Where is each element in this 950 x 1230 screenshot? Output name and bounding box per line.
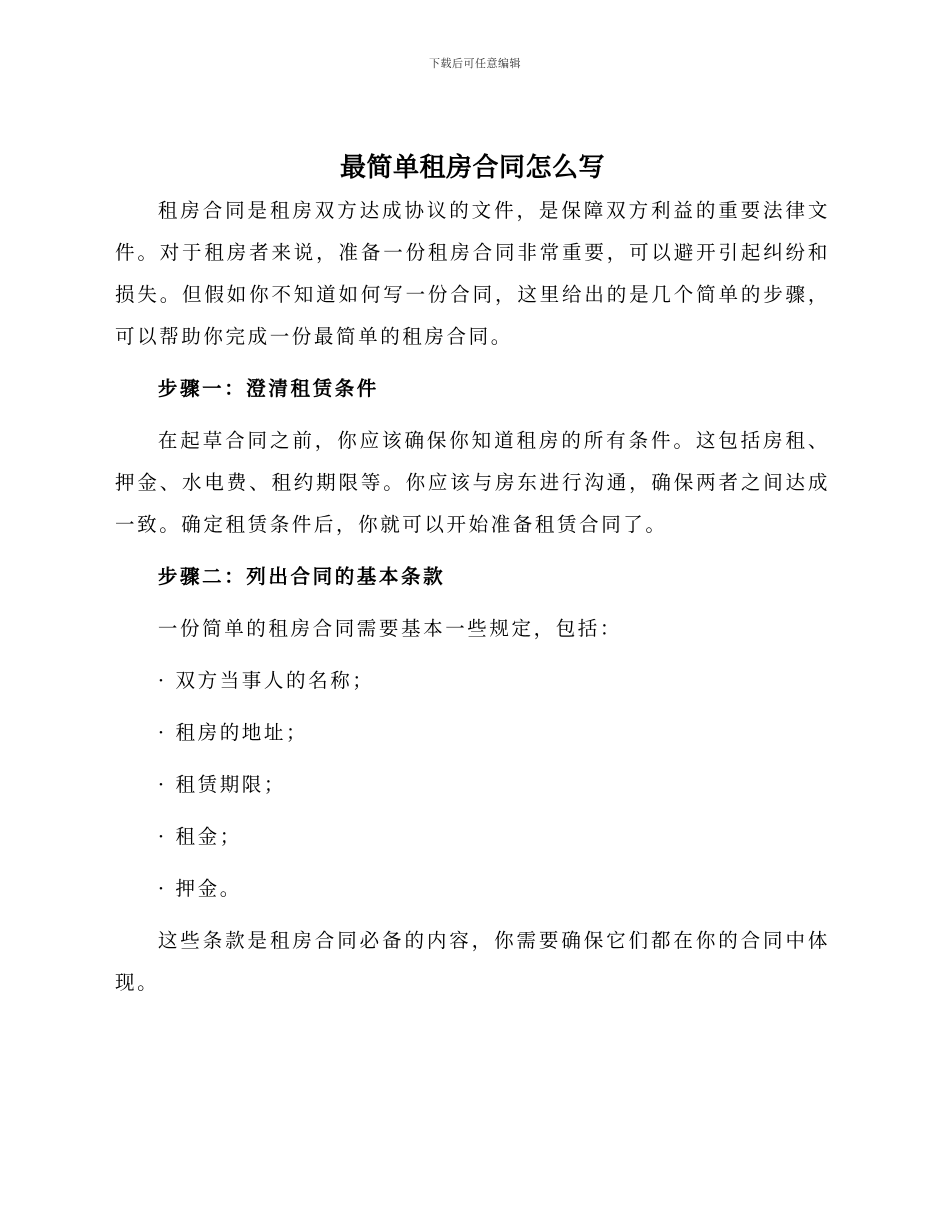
step2-heading: 步骤二：列出合同的基本条款 [157,565,446,588]
term-item-parties: · 双方当事人的名称； [157,669,375,692]
step1-paragraph: 在起草合同之前，你应该确保你知道租房的所有条件。这包括房租、押金、水电费、租约期限等。你应该与房东进行沟通，确保两者之间达成一致。确定租赁条件后，你就可以开始准备租赁合同了。 [115,429,830,536]
term-item-period: · 租赁期限； [157,773,286,796]
document-body [115,148,830,1004]
step2-lead-paragraph: 一份简单的租房合同需要基本一些规定，包括： [157,617,622,640]
header-note: 下载后可任意编辑 [429,57,521,70]
intro-paragraph: 租房合同是租房双方达成协议的文件，是保障双方利益的重要法律文件。对于租房者来说，准备一份租房合同非常重要，可以避开引起纠纷和损失。但假如你不知道如何写一份合同，这里给出的是几个简单的步骤，可以帮助你完成一份最简单的租房合同。 [115,199,830,348]
step1-heading: 步骤一：澄清租赁条件 [157,377,379,400]
closing-paragraph: 这些条款是租房合同必备的内容，你需要确保它们都在你的合同中体现。 [115,929,830,994]
document-title: 最简单租房合同怎么写 [339,153,605,183]
term-item-rent: · 租金； [157,825,242,848]
term-item-deposit: · 押金。 [157,877,242,900]
term-item-address: · 租房的地址； [157,721,309,744]
